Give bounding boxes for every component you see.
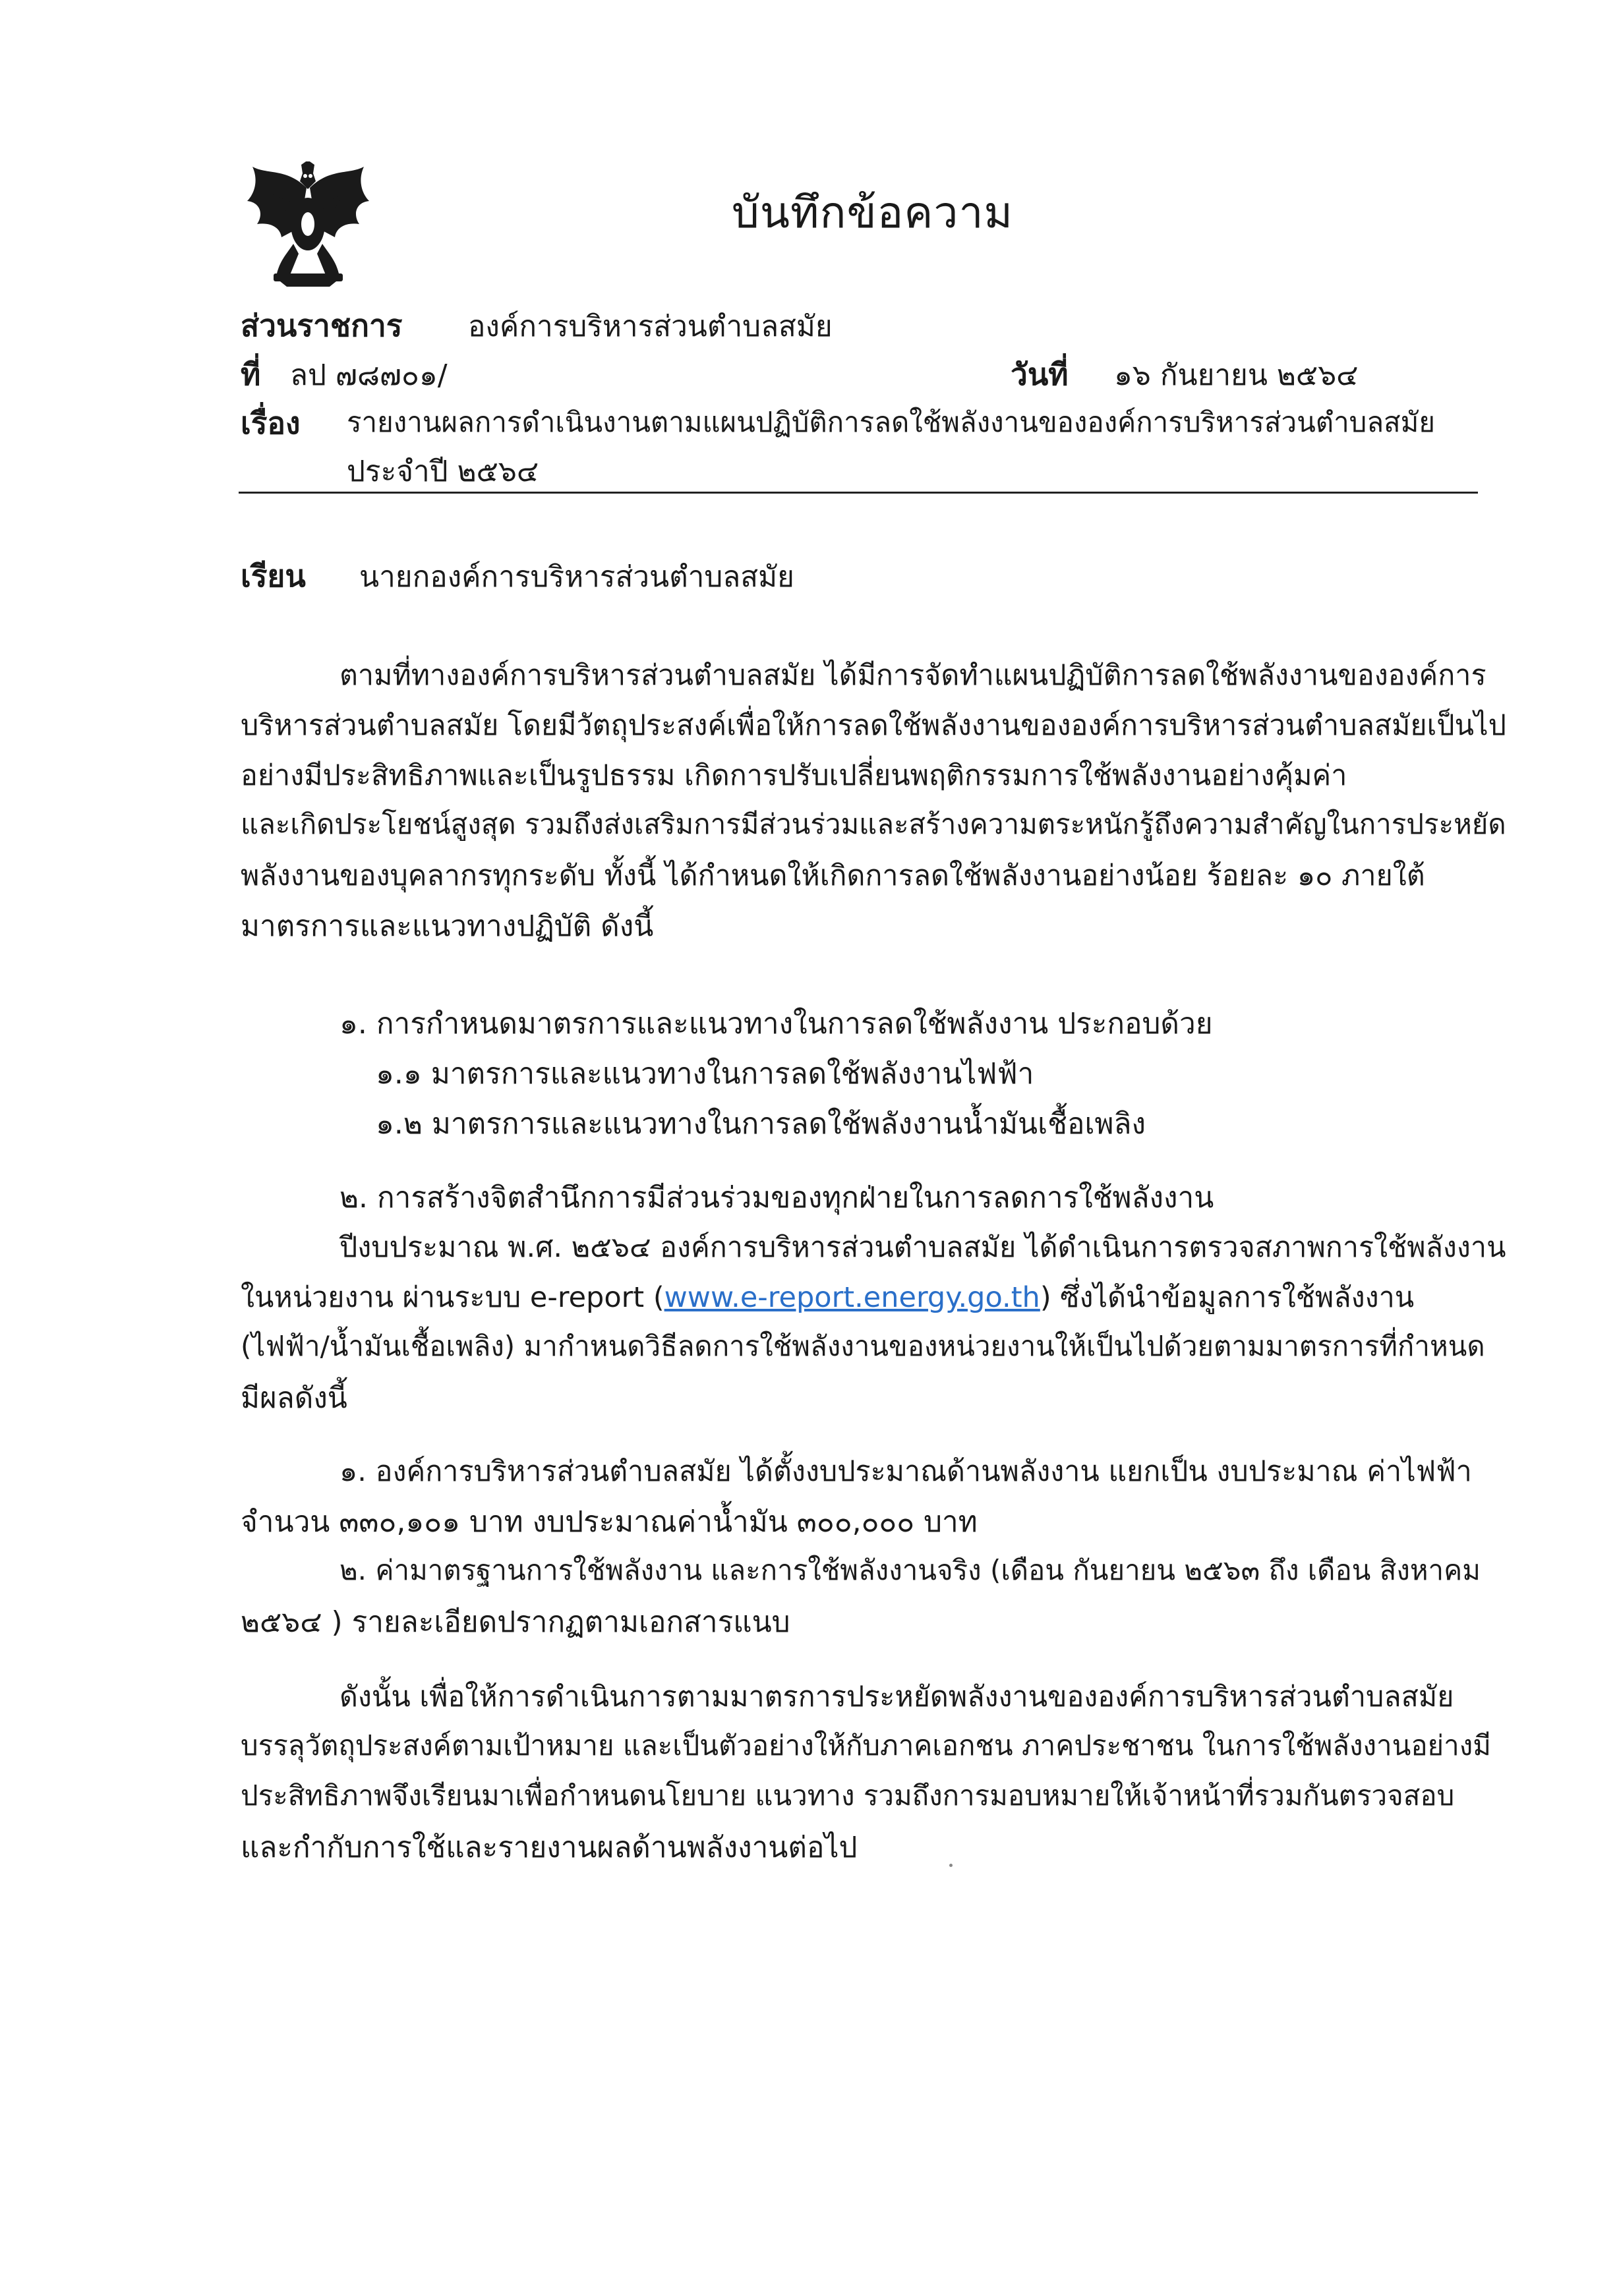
list-subitem-1-1: ๑.๑ มาตรการและแนวทางในการลดใช้พลังงานไฟฟ้า — [376, 1057, 1034, 1091]
scan-speck — [949, 1864, 953, 1867]
para2-line-3: (ไฟฟ้า/น้ำมันเชื้อเพลิง) มากำหนดวิธีลดการใช้พลังงานของหน่วยงานให้เป็นไปด้วยตามมาตรการที่กำหนด — [241, 1330, 1485, 1362]
para3-line: ประสิทธิภาพจึงเรียนมาเพื่อกำหนดนโยบาย แนวทาง รวมถึงการมอบหมายให้เจ้าหน้าที่รวมกันตรวจสอบ — [241, 1779, 1455, 1812]
para1-line: และเกิดประโยชน์สูงสุด รวมถึงส่งเสริมการมีส่วนร่วมและสร้างความตระหนักรู้ถึงความสำคัญในการประหยัด — [241, 808, 1506, 840]
para3-line: บรรลุวัตถุประสงค์ตามเป้าหมาย และเป็นตัวอย่างให้กับภาคเอกชน ภาคประชาชน ในการใช้พลังงานอย่างมี — [241, 1729, 1491, 1762]
para2-line-2-post: ) ซึ่งได้นำข้อมูลการใช้พลังงาน — [1040, 1281, 1415, 1314]
para1-line: อย่างมีประสิทธิภาพและเป็นรูปธรรม เกิดการปรับเปลี่ยนพฤติกรรมการใช้พลังงานอย่างคุ้มค่า — [241, 759, 1347, 792]
agency-label: ส่วนราชการ — [241, 308, 403, 343]
e-report-link[interactable]: www.e-report.energy.go.th — [664, 1281, 1040, 1314]
para1-line: มาตรการและแนวทางปฏิบัติ ดังนี้ — [241, 909, 654, 943]
list-subitem-1-2: ๑.๒ มาตรการและแนวทางในการลดใช้พลังงานน้ำมันเชื้อเพลิง — [376, 1107, 1146, 1141]
agency-value: องค์การบริหารส่วนตำบลสมัย — [468, 310, 833, 343]
salutation-value: นายกองค์การบริหารส่วนตำบลสมัย — [359, 560, 794, 594]
para1-line: บริหารส่วนตำบลสมัย โดยมีวัตถุประสงค์เพื่อให้การลดใช้พลังงานขององค์การบริหารส่วนตำบลสมัยเป็นไป — [241, 709, 1506, 742]
salutation-label: เรียน — [241, 558, 306, 594]
para2-line-2 — [241, 1275, 1414, 1319]
date-label: วันที่ — [1011, 357, 1069, 392]
list-item-2: ๒. การสร้างจิตสำนึกการมีส่วนร่วมของทุกฝ่ายในการลดการใช้พลังงาน — [339, 1181, 1214, 1215]
para2-line-1: ปีงบประมาณ พ.ศ. ๒๕๖๔ องค์การบริหารส่วนตำบลสมัย ได้ดำเนินการตรวจสภาพการใช้พลังงาน — [339, 1231, 1506, 1264]
para2-line-2-pre: ในหน่วยงาน ผ่านระบบ e-report ( — [241, 1281, 664, 1314]
document-title: บันทึกข้อความ — [732, 187, 1014, 238]
subject-line-1: รายงานผลการดำเนินงานตามแผนปฏิบัติการลดใช้พลังงานขององค์การบริหารส่วนตำบลสมัย — [347, 406, 1435, 438]
result-1-line-1: ๑. องค์การบริหารส่วนตำบลสมัย ได้ตั้งงบประมาณด้านพลังงาน แยกเป็น งบประมาณ ค่าไฟฟ้า — [339, 1455, 1472, 1488]
para2-line-4: มีผลดังนี้ — [241, 1381, 347, 1415]
para1-line: ตามที่ทางองค์การบริหารส่วนตำบลสมัย ได้มีการจัดทำแผนปฏิบัติการลดใช้พลังงานขององค์การ — [339, 659, 1487, 692]
garuda-emblem-icon — [241, 161, 376, 287]
header-divider — [239, 492, 1478, 494]
reference-label: ที่ — [241, 357, 261, 392]
result-2-line-1: ๒. ค่ามาตรฐานการใช้พลังงาน และการใช้พลังงานจริง (เดือน กันยายน ๒๕๖๓ ถึง เดือน สิงหาคม — [339, 1554, 1481, 1586]
subject-label: เรื่อง — [241, 405, 301, 441]
date-value: ๑๖ กันยายน ๒๕๖๔ — [1114, 359, 1359, 392]
list-item-1: ๑. การกำหนดมาตรการและแนวทางในการลดใช้พลังงาน ประกอบด้วย — [339, 1007, 1213, 1041]
para1-line: พลังงานของบุคลากรทุกระดับ ทั้งนี้ ได้กำหนดให้เกิดการลดใช้พลังงานอย่างน้อย ร้อยละ ๑๐ ภายใต้ — [241, 859, 1425, 892]
result-2-line-2: ๒๕๖๔ ) รายละเอียดปรากฏตามเอกสารแนบ — [241, 1605, 790, 1639]
subject-line-2: ประจำปี ๒๕๖๔ — [347, 455, 539, 488]
para3-line: ดังนั้น เพื่อให้การดำเนินการตามมาตรการประหยัดพลังงานขององค์การบริหารส่วนตำบลสมัย — [339, 1680, 1454, 1713]
result-1-line-2: จำนวน ๓๓๐,๑๐๑ บาท งบประมาณค่าน้ำมัน ๓๐๐,๐๐๐ บาท — [241, 1505, 978, 1539]
reference-value: ลป ๗๘๗๐๑/ — [290, 359, 448, 392]
para3-line: และกำกับการใช้และรายงานผลด้านพลังงานต่อไป — [241, 1831, 858, 1864]
